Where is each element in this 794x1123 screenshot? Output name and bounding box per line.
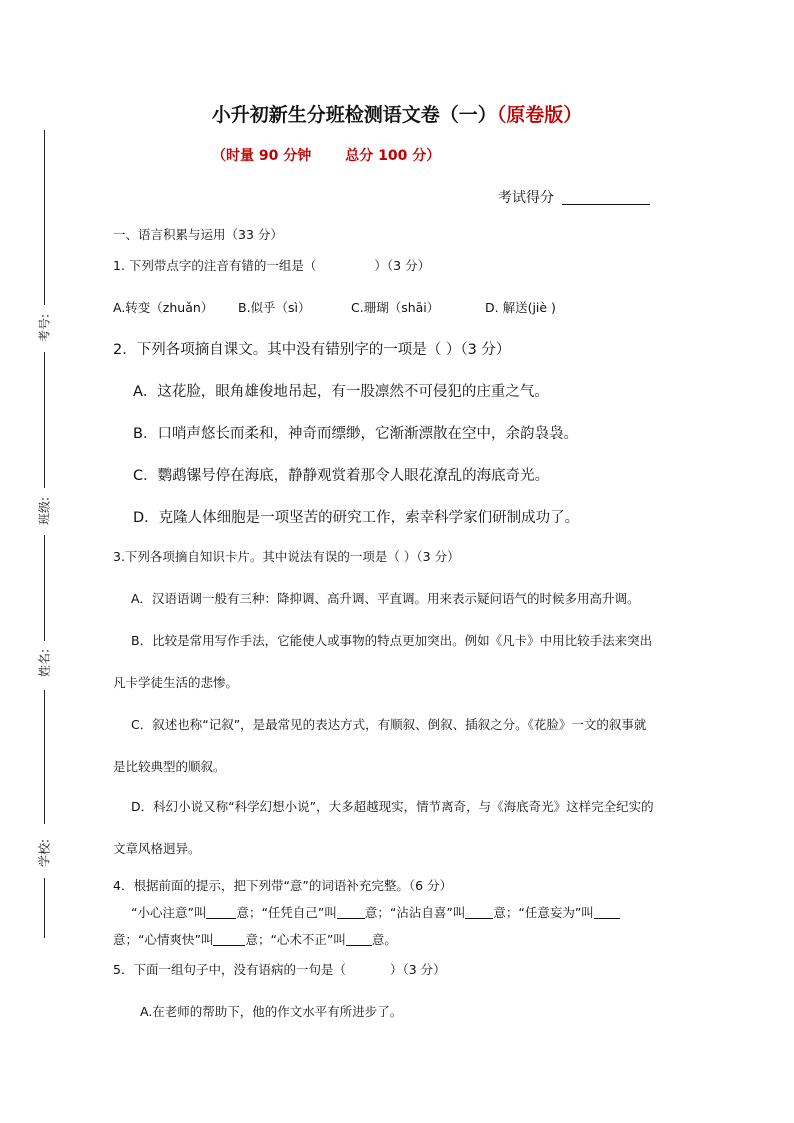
q3-option-c-cont: 是比较典型的顺叙。 (113, 759, 226, 774)
q5-stem: 5．下面一组句子中，没有语病的一句是（ ）（3 分） (113, 962, 446, 977)
q4-stem: 4．根据前面的提示，把下列带“意”的词语补充完整。（6 分） (113, 878, 453, 893)
q3-option-b: B．比较是常用写作手法，它能使人或事物的特点更加突出。例如《凡卡》中用比较手法来突出 (131, 633, 653, 648)
q1-option-d: D. 解送(jiè ) (485, 300, 556, 315)
q2-option-c: C．鹦鹉镙号停在海底，静静观赏着那令人眼花潦乱的海底奇光。 (133, 468, 550, 484)
q4-blank-4[interactable] (594, 906, 620, 919)
paper-title-tag: （原卷版） (496, 104, 583, 126)
q1-option-a: A.转变（zhuǎn） (113, 300, 214, 315)
kaohao-label: 考号: (37, 313, 52, 343)
exam-time: （时量 90 分钟 (212, 148, 312, 164)
q3-option-c: C．叙述也称“记叙”，是最常见的表达方式，有顺叙、倒叙、插叙之分。《花脸》一文的叙事就 (131, 717, 647, 732)
binding-line-2 (44, 352, 45, 488)
q3-option-d-cont: 文章风格迥异。 (113, 841, 201, 856)
q2-option-b: B．口哨声悠长而柔和，神奇而缥缈，它渐渐漂散在空中，余韵袅袅。 (133, 426, 578, 442)
binding-line-3 (44, 535, 45, 641)
xingming-label: 姓名: (37, 648, 52, 678)
paper-title-main: 小升初新生分班检测语文卷（一） (211, 104, 497, 126)
section-heading: 一、语言积累与运用（33 分） (113, 227, 283, 242)
q4-blank-6[interactable] (346, 933, 372, 946)
q2-stem: 2．下列各项摘自课文。其中没有错别字的一项是（ ）（3 分） (113, 342, 511, 358)
q4-line-2: 意；“心情爽快”叫 意；“心术不正”叫 意。 (113, 932, 397, 947)
q4-blank-2[interactable] (337, 906, 365, 919)
q1-stem: 1. 下列带点字的注音有错的一组是（ ）（3 分） (113, 258, 431, 273)
q2-option-a: A．这花脸，眼角雄俊地吊起，有一股凛然不可侵犯的庄重之气。 (133, 384, 549, 400)
paper-title (0, 100, 794, 127)
binding-line-1 (44, 130, 45, 305)
binding-line-5 (44, 878, 45, 938)
q1-option-c: C.珊瑚（shāi） (351, 300, 440, 315)
score-blank[interactable] (562, 190, 650, 205)
binding-line-4 (44, 690, 45, 824)
q4-blank-1[interactable] (206, 906, 236, 919)
exam-info (212, 145, 440, 165)
score-label: 考试得分 (498, 190, 554, 206)
xuexiao-label: 学校: (37, 838, 52, 868)
score-field (498, 187, 650, 207)
q3-stem: 3.下列各项摘自知识卡片。其中说法有误的一项是（ ）（3 分） (113, 549, 460, 564)
banji-label: 班级: (37, 496, 52, 526)
q3-option-b-cont: 凡卡学徒生活的悲惨。 (113, 675, 239, 690)
q3-option-d: D．科幻小说又称“科学幻想小说”，大多超越现实，情节离奇，与《海底奇光》这样完全纪实的 (131, 799, 654, 814)
q1-option-b: B.似乎（sì） (238, 300, 311, 315)
q5-option-a: A.在老师的帮助下，他的作文水平有所进步了。 (140, 1004, 403, 1019)
q3-option-a: A．汉语语调一般有三种：降抑调、高升调、平直调。用来表示疑问语气的时候多用高升调。 (131, 591, 640, 606)
q2-option-d: D．克隆人体细胞是一项坚苦的研究工作，索幸科学家们研制成功了。 (133, 510, 580, 526)
q4-blank-5[interactable] (213, 933, 245, 946)
q4-blank-3[interactable] (465, 906, 493, 919)
q4-line-1: “小心注意”叫 意；“任凭自己”叫 意；“沾沾自喜”叫 意；“任意妄为”叫 (131, 903, 620, 921)
exam-total: 总分 100 分） (345, 148, 441, 164)
